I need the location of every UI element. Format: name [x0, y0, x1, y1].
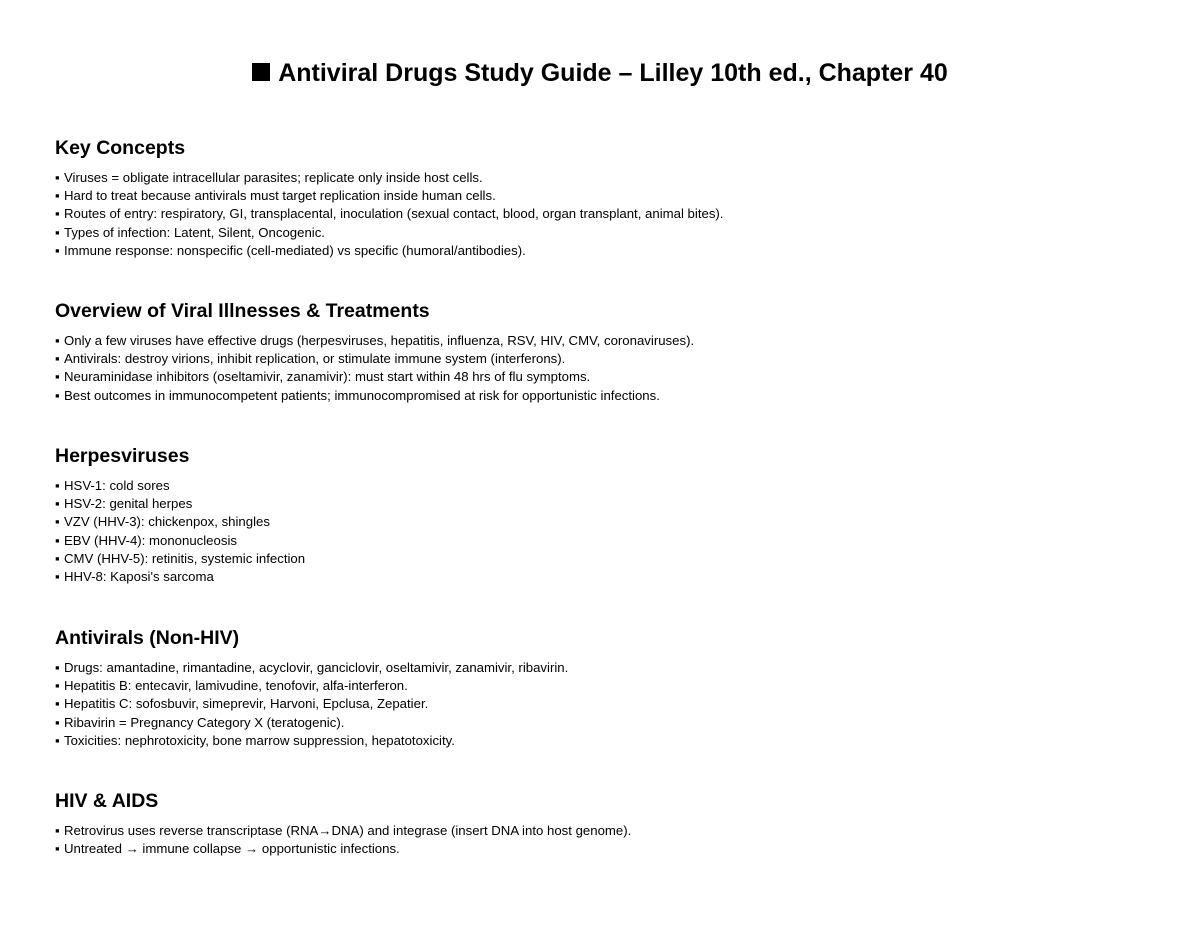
list-item: [55, 477, 1155, 495]
list-item: [55, 532, 1155, 550]
bullet-icon: ▪: [55, 351, 60, 367]
list-item: [55, 822, 1155, 840]
list-item: [55, 387, 1155, 405]
section-antivirals-non-hiv: [55, 626, 1155, 750]
list-item: [55, 840, 1155, 858]
section-heading: Key Concepts: [55, 137, 186, 159]
list-item: [55, 205, 1155, 223]
bullet-icon: ▪: [55, 714, 60, 730]
bullet-icon: ▪: [55, 514, 60, 530]
list-item: [55, 495, 1155, 513]
list-item: [55, 224, 1155, 242]
section-key-concepts: [55, 136, 1155, 260]
bullet-icon: ▪: [55, 823, 60, 838]
list-item-text: Hepatitis B: entecavir, lamivudine, tenofovir, alfa-interferon.: [64, 678, 408, 694]
bullet-list: [55, 169, 1155, 260]
section-heading: Overview of Viral Illnesses & Treatments: [55, 300, 430, 322]
bullet-icon: ▪: [55, 678, 60, 694]
bullet-icon: ▪: [55, 550, 60, 566]
bullet-list: [55, 477, 1155, 586]
list-item: [55, 677, 1155, 695]
bullet-list: [55, 332, 1155, 405]
list-item: [55, 714, 1155, 732]
bullet-icon: ▪: [55, 333, 60, 348]
bullet-icon: ▪: [55, 170, 60, 185]
section-heading: HIV & AIDS: [55, 790, 159, 812]
list-item-text: CMV (HHV-5): retinitis, systemic infection: [64, 550, 306, 566]
black-square-icon: [252, 63, 270, 81]
list-item-text: Hard to treat because antivirals must target replication inside human cells.: [64, 188, 496, 204]
bullet-icon: ▪: [55, 242, 60, 258]
bullet-icon: ▪: [55, 224, 60, 240]
page-title-text: Antiviral Drugs Study Guide – Lilley 10th ed., Chapter 40: [278, 59, 948, 87]
list-item: [55, 695, 1155, 713]
bullet-icon: ▪: [55, 478, 60, 493]
list-item-text: Toxicities: nephrotoxicity, bone marrow suppression, hepatotoxicity.: [64, 732, 455, 748]
list-item: [55, 350, 1155, 368]
list-item: [55, 332, 1155, 350]
list-item-text: Neuraminidase inhibitors (oseltamivir, zanamivir): must start within 48 hrs of flu symptoms.: [64, 369, 591, 385]
bullet-icon: ▪: [55, 732, 60, 748]
list-item-text: Best outcomes in immunocompetent patients; immunocompromised at risk for opportunistic infections.: [64, 387, 660, 403]
page-title: [0, 58, 1200, 88]
list-item: [55, 659, 1155, 677]
list-item-text: HHV-8: Kaposi's sarcoma: [64, 569, 214, 585]
bullet-icon: ▪: [55, 660, 60, 675]
list-item-text: Ribavirin = Pregnancy Category X (teratogenic).: [64, 714, 345, 730]
list-item: [55, 368, 1155, 386]
list-item-text: VZV (HHV-3): chickenpox, shingles: [64, 514, 270, 530]
bullet-icon: ▪: [55, 696, 60, 712]
bullet-icon: ▪: [55, 188, 60, 204]
bullet-icon: ▪: [55, 369, 60, 385]
list-item: [55, 550, 1155, 568]
bullet-icon: ▪: [55, 387, 60, 403]
bullet-list: [55, 659, 1155, 750]
section-viral-illnesses-overview: [55, 299, 1155, 405]
list-item: [55, 169, 1155, 187]
bullet-icon: ▪: [55, 206, 60, 222]
list-item: [55, 513, 1155, 531]
bullet-icon: ▪: [55, 569, 60, 585]
list-item-text: Untreated → immune collapse → opportunistic infections.: [64, 841, 400, 857]
section-heading: Herpesviruses: [55, 445, 190, 467]
list-item-text: Viruses = obligate intracellular parasites; replicate only inside host cells.: [64, 170, 483, 185]
list-item-text: Routes of entry: respiratory, GI, transplacental, inoculation (sexual contact, blood, organ transplant, animal bites).: [64, 206, 724, 222]
bullet-list: [55, 822, 1155, 858]
bullet-icon: ▪: [55, 841, 60, 857]
list-item: [55, 187, 1155, 205]
list-item-text: Antivirals: destroy virions, inhibit replication, or stimulate immune system (interferons).: [64, 351, 566, 367]
list-item-text: EBV (HHV-4): mononucleosis: [64, 532, 237, 548]
list-item-text: Retrovirus uses reverse transcriptase (RNA→DNA) and integrase (insert DNA into host genome).: [64, 823, 632, 838]
list-item-text: Immune response: nonspecific (cell-mediated) vs specific (humoral/antibodies).: [64, 242, 526, 258]
list-item-text: Types of infection: Latent, Silent, Oncogenic.: [64, 224, 325, 240]
list-item: [55, 242, 1155, 260]
list-item-text: HSV-1: cold sores: [64, 478, 170, 493]
section-heading: Antivirals (Non-HIV): [55, 627, 240, 649]
list-item: [55, 732, 1155, 750]
section-hiv-aids: [55, 789, 1155, 858]
list-item-text: Only a few viruses have effective drugs (herpesviruses, hepatitis, influenza, RSV, HIV, CMV, coronaviruses).: [64, 333, 695, 348]
list-item: [55, 568, 1155, 586]
bullet-icon: ▪: [55, 532, 60, 548]
list-item-text: HSV-2: genital herpes: [64, 496, 193, 512]
list-item-text: Drugs: amantadine, rimantadine, acyclovir, ganciclovir, oseltamivir, zanamivir, ribavirin.: [64, 660, 569, 675]
section-herpesviruses: [55, 444, 1155, 586]
bullet-icon: ▪: [55, 496, 60, 512]
list-item-text: Hepatitis C: sofosbuvir, simeprevir, Harvoni, Epclusa, Zepatier.: [64, 696, 429, 712]
